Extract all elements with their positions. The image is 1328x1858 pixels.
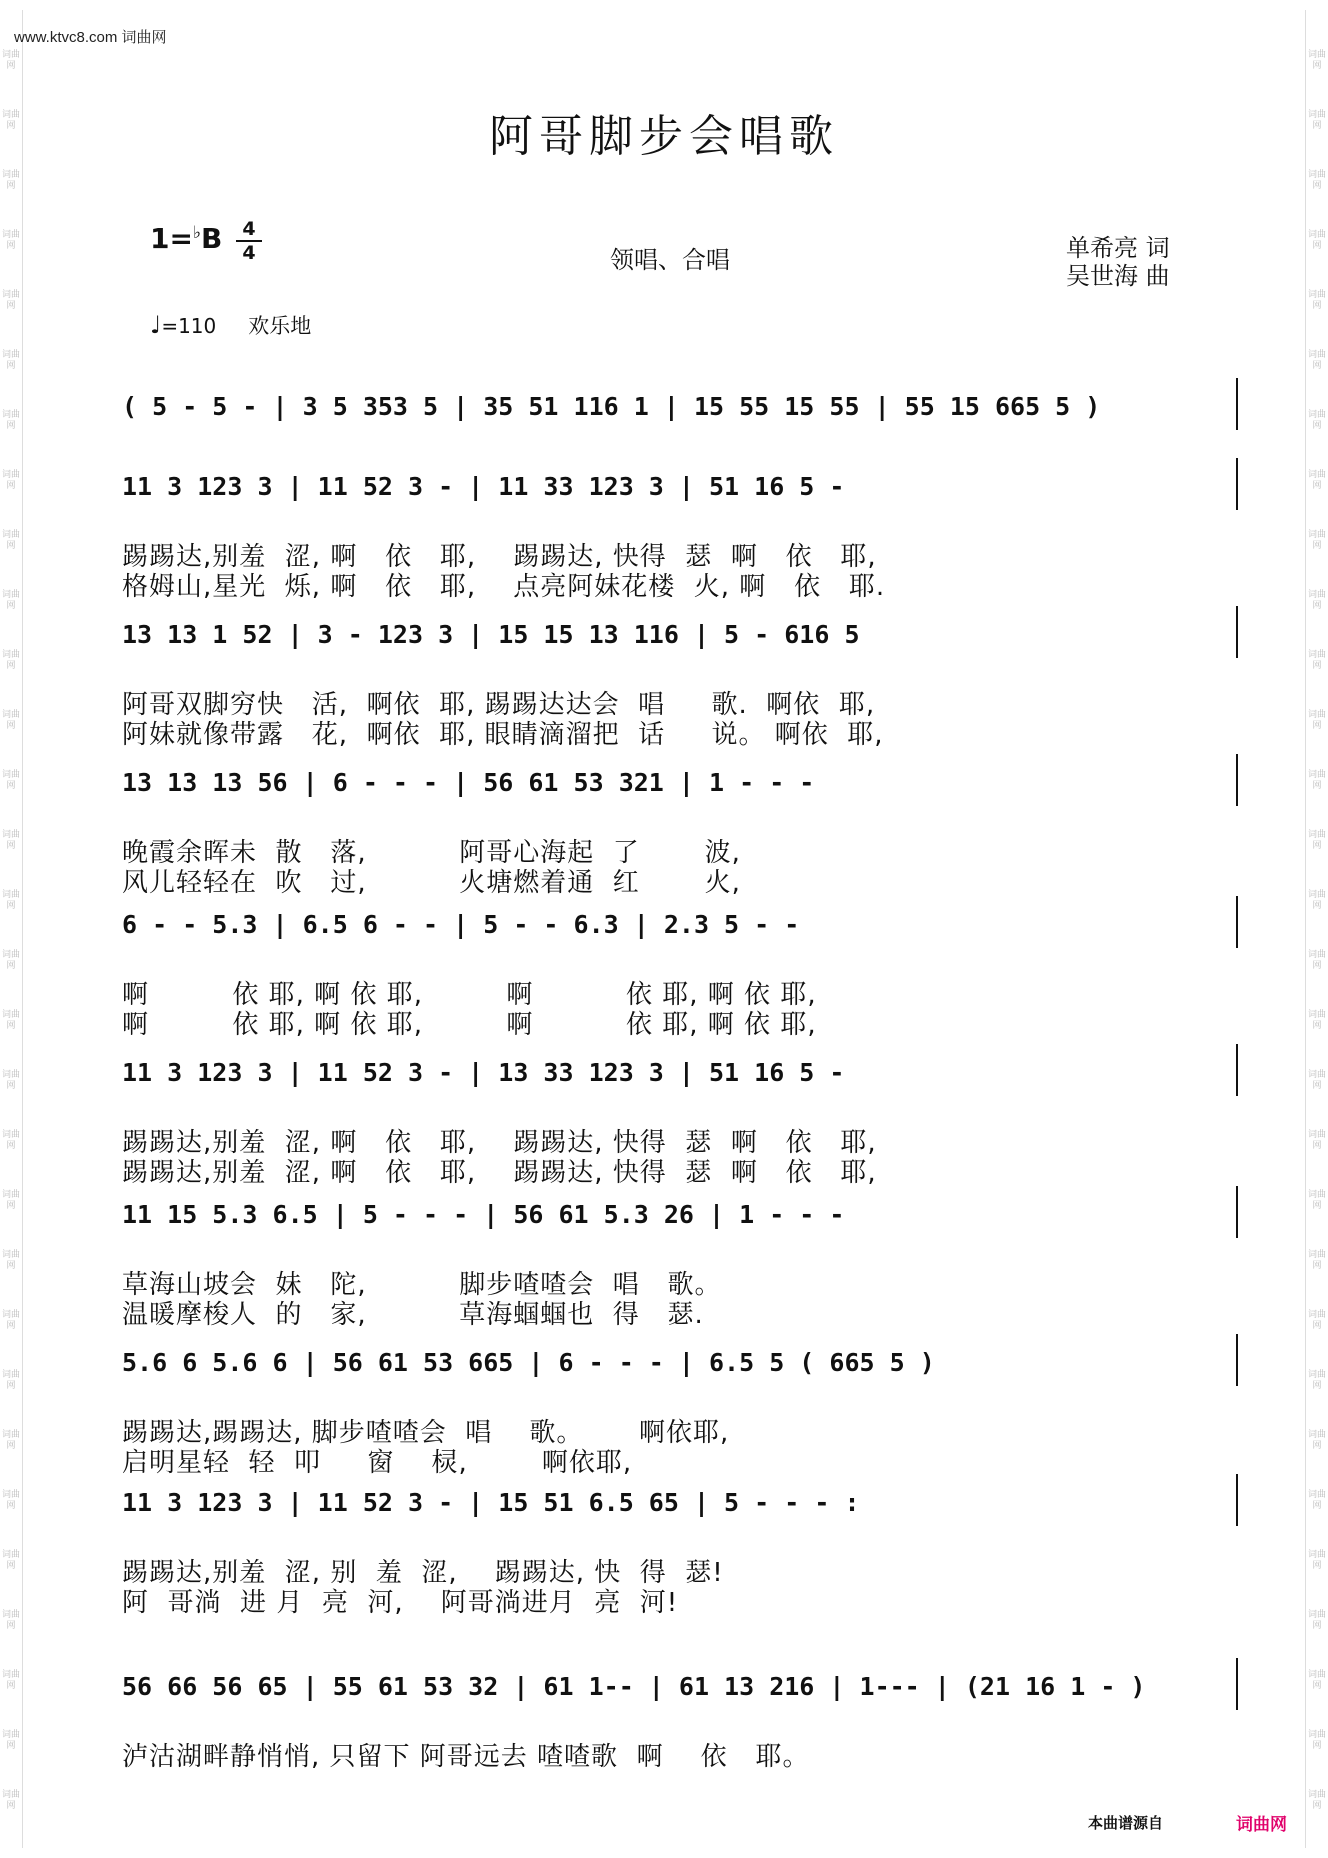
time-top: 4 [242,218,256,240]
lyric-line: 风儿轻轻在 吹 过, 火塘燃着通 红 火, [122,868,741,898]
lyric-line: 啊 依 耶, 啊 依 耶, 啊 依 耶, 啊 依 耶, [122,1010,817,1040]
side-watermark: 词曲网 [1,1190,20,1211]
side-watermark: 词曲网 [1307,1070,1326,1091]
composer-credit: 吴世海 曲 [1066,262,1170,290]
side-watermark: 词曲网 [1,1070,20,1091]
side-watermark: 词曲网 [1307,1490,1326,1511]
side-watermark: 词曲网 [1307,230,1326,251]
side-watermark: 词曲网 [1,1730,20,1751]
side-watermark: 词曲网 [1307,770,1326,791]
side-watermark: 词曲网 [1307,1310,1326,1331]
side-watermark: 词曲网 [1,890,20,911]
tempo-value: =110 [161,314,217,338]
lyric-line: 草海山坡会 妹 陀, 脚步喳喳会 唱 歌。 [122,1270,722,1300]
side-watermark: 词曲网 [1307,1130,1326,1151]
lyric-line: 踢踢达,别羞 涩, 啊 依 耶, 踢踢达, 快得 瑟 啊 依 耶, [122,1158,877,1188]
system-end-barline [1236,378,1238,430]
lyric-line: 踢踢达,踢踢达, 脚步喳喳会 唱 歌。 啊依耶, [122,1418,730,1448]
side-watermark: 词曲网 [1,1550,20,1571]
side-watermark: 词曲网 [1,290,20,311]
side-watermark: 词曲网 [1,710,20,731]
notation-line: 11 3 123 3 | 11 52 3 - | 13 33 123 3 | 51 16 5 - [122,1058,845,1087]
lyric-line: 踢踢达,别羞 涩, 啊 依 耶, 踢踢达, 快得 瑟 啊 依 耶, [122,542,877,572]
notation-line: 11 3 123 3 | 11 52 3 - | 11 33 123 3 | 51 16 5 - [122,472,845,501]
side-watermark: 词曲网 [1307,1190,1326,1211]
side-watermark: 词曲网 [1,1130,20,1151]
lyric-line: 啊 依 耶, 啊 依 耶, 啊 依 耶, 啊 依 耶, [122,980,817,1010]
lyric-line: 泸沽湖畔静悄悄, 只留下 阿哥远去 喳喳歌 啊 依 耶。 [122,1742,810,1772]
side-watermark: 词曲网 [1,410,20,431]
lyric-line: 阿妹就像带露 花, 啊依 耶, 眼睛滴溜把 话 说。 啊依 耶, [122,720,884,750]
key-note: B [200,222,223,255]
lyric-line: 启明星轻 轻 叩 窗 棂, 啊依耶, [122,1448,633,1478]
side-watermark: 词曲网 [1307,1670,1326,1691]
notation-line: 5.6 6 5.6 6 | 56 61 53 665 | 6 - - - | 6.5 5 ( 665 5 ) [122,1348,935,1377]
system-end-barline [1236,458,1238,510]
side-watermark: 词曲网 [1,1430,20,1451]
side-watermark: 词曲网 [1307,950,1326,971]
side-watermark: 词曲网 [1,1370,20,1391]
side-watermark: 词曲网 [1,170,20,191]
side-watermark: 词曲网 [1,590,20,611]
side-watermark: 词曲网 [1307,1610,1326,1631]
side-watermark: 词曲网 [1307,830,1326,851]
key-signature [150,222,222,255]
lyric-line: 格姆山,星光 烁, 啊 依 耶, 点亮阿妹花楼 火, 啊 依 耶. [122,572,886,602]
performance-type: 领唱、合唱 [610,246,730,274]
side-watermark: 词曲网 [1307,1550,1326,1571]
key-prefix: 1= [150,222,193,255]
side-watermark: 词曲网 [1307,590,1326,611]
lyric-line: 阿哥双脚穷快 活, 啊依 耶, 踢踢达达会 唱 歌. 啊依 耶, [122,690,876,720]
side-watermark: 词曲网 [1,1250,20,1271]
notation-line: 11 15 5.3 6.5 | 5 - - - | 56 61 5.3 26 | 1 - - - [122,1200,845,1229]
right-margin-strip [1305,10,1328,1848]
flat-symbol: ♭ [192,223,201,243]
time-signature [236,218,262,264]
side-watermark: 词曲网 [1,230,20,251]
system-end-barline [1236,1186,1238,1238]
notation-line: 13 13 13 56 | 6 - - - | 56 61 53 321 | 1 - - - [122,768,815,797]
system-end-barline [1236,1658,1238,1710]
lyric-line: 晚霞余晖未 散 落, 阿哥心海起 了 波, [122,838,741,868]
quarter-note-icon: ♩ [150,311,162,339]
lyricist-credit: 单希亮 词 [1066,234,1170,262]
side-watermark: 词曲网 [1,110,20,131]
system-end-barline [1236,1044,1238,1096]
side-watermark: 词曲网 [1307,170,1326,191]
side-watermark: 词曲网 [1307,890,1326,911]
left-margin-strip [0,10,23,1848]
notation-line: 11 3 123 3 | 11 52 3 - | 15 51 6.5 65 | 5 - - - : [122,1488,860,1517]
lyric-line: 踢踢达,别羞 涩, 别 羞 涩, 踢踢达, 快 得 瑟! [122,1558,724,1588]
time-bottom: 4 [236,240,262,264]
system-end-barline [1236,1474,1238,1526]
side-watermark: 词曲网 [1,470,20,491]
side-watermark: 词曲网 [1,1010,20,1031]
source-site: 词曲网 [1236,1815,1287,1835]
side-watermark: 词曲网 [1307,710,1326,731]
side-watermark: 词曲网 [1307,1430,1326,1451]
source-note: 本曲谱源自 [1088,1814,1164,1832]
side-watermark: 词曲网 [1,1610,20,1631]
side-watermark: 词曲网 [1,1490,20,1511]
side-watermark: 词曲网 [1307,1370,1326,1391]
tempo-mood: 欢乐地 [248,314,312,338]
side-watermark: 词曲网 [1307,530,1326,551]
side-watermark: 词曲网 [1307,350,1326,371]
side-watermark: 词曲网 [1,770,20,791]
watermark-url: www.ktvc8.com 词曲网 [14,29,167,46]
side-watermark: 词曲网 [1,1310,20,1331]
lyric-line: 阿 哥淌 进 月 亮 河, 阿哥淌进月 亮 河! [122,1588,679,1618]
system-end-barline [1236,606,1238,658]
system-end-barline [1236,896,1238,948]
side-watermark: 词曲网 [1307,470,1326,491]
system-end-barline [1236,1334,1238,1386]
side-watermark: 词曲网 [1307,110,1326,131]
system-end-barline [1236,754,1238,806]
tempo-marking [150,310,311,340]
lyric-line: 踢踢达,别羞 涩, 啊 依 耶, 踢踢达, 快得 瑟 啊 依 耶, [122,1128,877,1158]
side-watermark: 词曲网 [1,50,20,71]
notation-line: 13 13 1 52 | 3 - 123 3 | 15 15 13 116 | 5 - 616 5 [122,620,860,649]
song-title: 阿哥脚步会唱歌 [489,111,839,162]
side-watermark: 词曲网 [1307,650,1326,671]
side-watermark: 词曲网 [1307,1250,1326,1271]
side-watermark: 词曲网 [1307,290,1326,311]
side-watermark: 词曲网 [1,530,20,551]
side-watermark: 词曲网 [1307,1730,1326,1751]
notation-line: 56 66 56 65 | 55 61 53 32 | 61 1-- | 61 13 216 | 1--- | (21 16 1 - ) [122,1672,1146,1701]
side-watermark: 词曲网 [1307,410,1326,431]
side-watermark: 词曲网 [1,650,20,671]
side-watermark: 词曲网 [1307,1790,1326,1811]
side-watermark: 词曲网 [1,1790,20,1811]
lyric-line: 温暖摩梭人 的 家, 草海蝈蝈也 得 瑟. [122,1300,704,1330]
side-watermark: 词曲网 [1,950,20,971]
side-watermark: 词曲网 [1,1670,20,1691]
side-watermark: 词曲网 [1307,50,1326,71]
side-watermark: 词曲网 [1,830,20,851]
notation-line: ( 5 - 5 - | 3 5 353 5 | 35 51 116 1 | 15 55 15 55 | 55 15 665 5 ) [122,392,1101,421]
side-watermark: 词曲网 [1,350,20,371]
side-watermark: 词曲网 [1307,1010,1326,1031]
notation-line: 6 - - 5.3 | 6.5 6 - - | 5 - - 6.3 | 2.3 5 - - [122,910,800,939]
